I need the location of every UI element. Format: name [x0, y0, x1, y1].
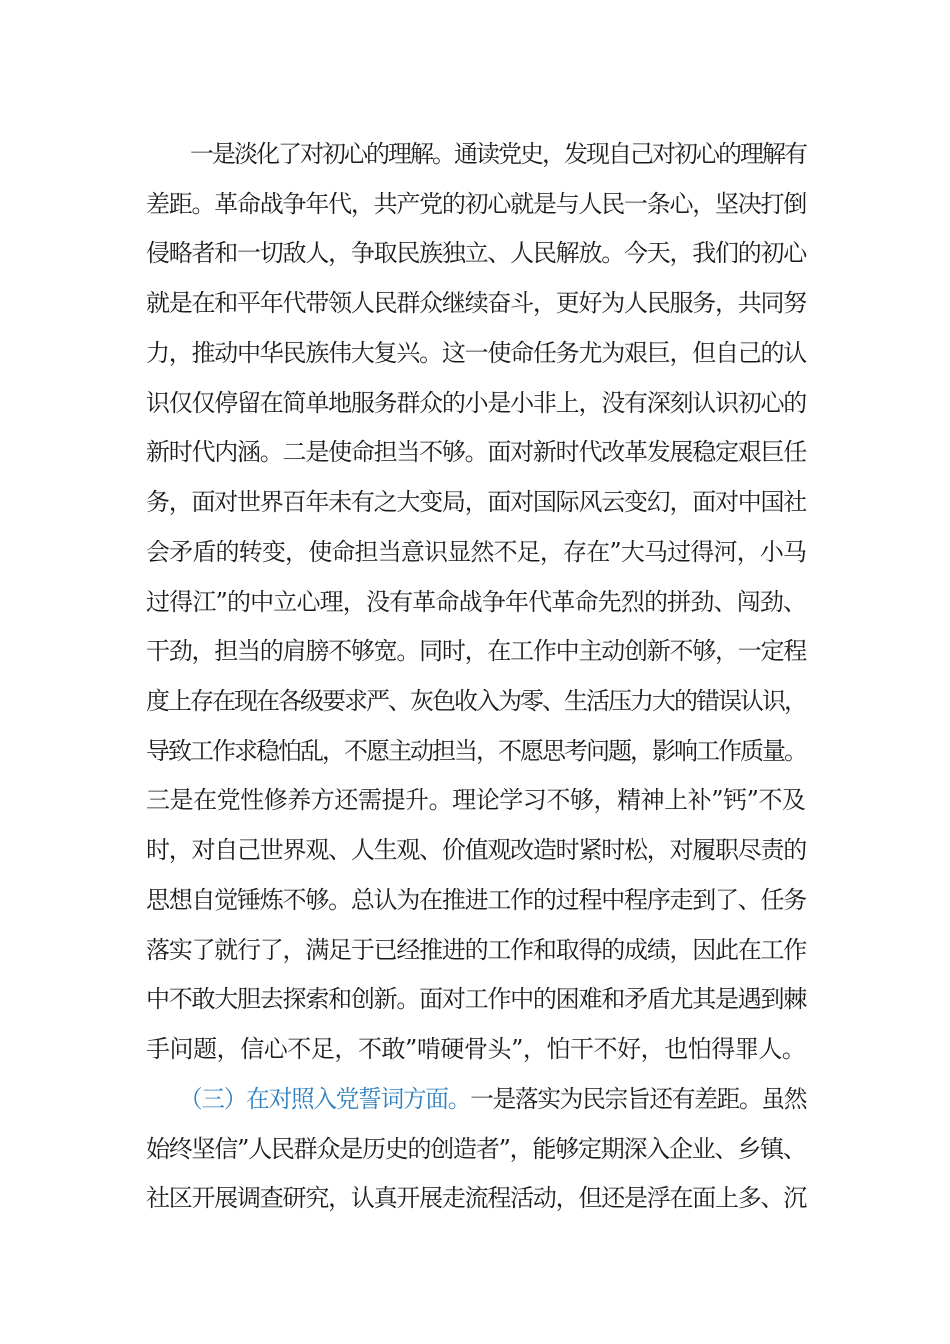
section-3-first-line — [146, 1083, 806, 1115]
paragraph-line: 始终坚信”人民群众是历史的创造者”，能够定期深入企业、乡镇、 — [146, 1135, 806, 1163]
paragraph-line: 三是在党性修养方还需提升。理论学习不够，精神上补”钙”不及 — [146, 786, 806, 814]
paragraph-line: 就是在和平年代带领人民群众继续奋斗，更好为人民服务，共同努 — [146, 289, 807, 317]
section-3-lead-text: 一是落实为民宗旨还有差距。虽然 — [470, 1085, 807, 1113]
paragraph-line: 社区开展调查研究，认真开展走流程活动，但还是浮在面上多、沉 — [146, 1184, 807, 1212]
paragraph-line: 时，对自己世界观、人生观、价值观改造时紧时松，对履职尽责的 — [146, 836, 807, 864]
paragraph-line: 一是淡化了对初心的理解。通读党史，发现自己对初心的理解有 — [146, 140, 806, 168]
paragraph-line: 差距。革命战争年代，共产党的初心就是与人民一条心，坚决打倒 — [146, 190, 807, 218]
paragraph-line: 干劲，担当的肩膀不够宽。同时，在工作中主动创新不够，一定程 — [146, 637, 807, 665]
paragraph-line: 侵略者和一切敌人，争取民族独立、人民解放。今天，我们的初心 — [146, 239, 807, 267]
paragraph-line: 务，面对世界百年未有之大变局，面对国际风云变幻，面对中国社 — [146, 488, 807, 516]
paragraph-line: 过得江”的中立心理，没有革命战争年代革命先烈的拼劲、闯劲、 — [146, 588, 807, 616]
paragraph-line: 落实了就行了，满足于已经推进的工作和取得的成绩，因此在工作 — [146, 936, 807, 964]
paragraph-line: 中不敢大胆去探索和创新。面对工作中的困难和矛盾尤其是遇到棘 — [146, 985, 807, 1013]
paragraph-line: 力，推动中华民族伟大复兴。这一使命任务尤为艰巨，但自己的认 — [146, 339, 807, 367]
section-3-heading: （三）在对照入党誓词方面。 — [146, 1085, 471, 1113]
paragraph-line: 度上存在现在各级要求严、灰色收入为零、生活压力大的错误认识， — [146, 687, 806, 715]
paragraph-line: 会矛盾的转变，使命担当意识显然不足，存在”大马过得河，小马 — [146, 538, 807, 566]
paragraph-line: 手问题，信心不足，不敢”啃硬骨头”，怕干不好，也怕得罪人。 — [146, 1035, 806, 1063]
paragraph-line: 新时代内涵。二是使命担当不够。面对新时代改革发展稳定艰巨任 — [146, 438, 807, 466]
paragraph-line: 导致工作求稳怕乱，不愿主动担当，不愿思考问题，影响工作质量。 — [146, 737, 806, 765]
paragraph-line: 思想自觉锤炼不够。总认为在推进工作的过程中程序走到了、任务 — [146, 886, 807, 914]
paragraph-line: 识仅仅停留在简单地服务群众的小是小非上，没有深刻认识初心的 — [146, 389, 807, 417]
